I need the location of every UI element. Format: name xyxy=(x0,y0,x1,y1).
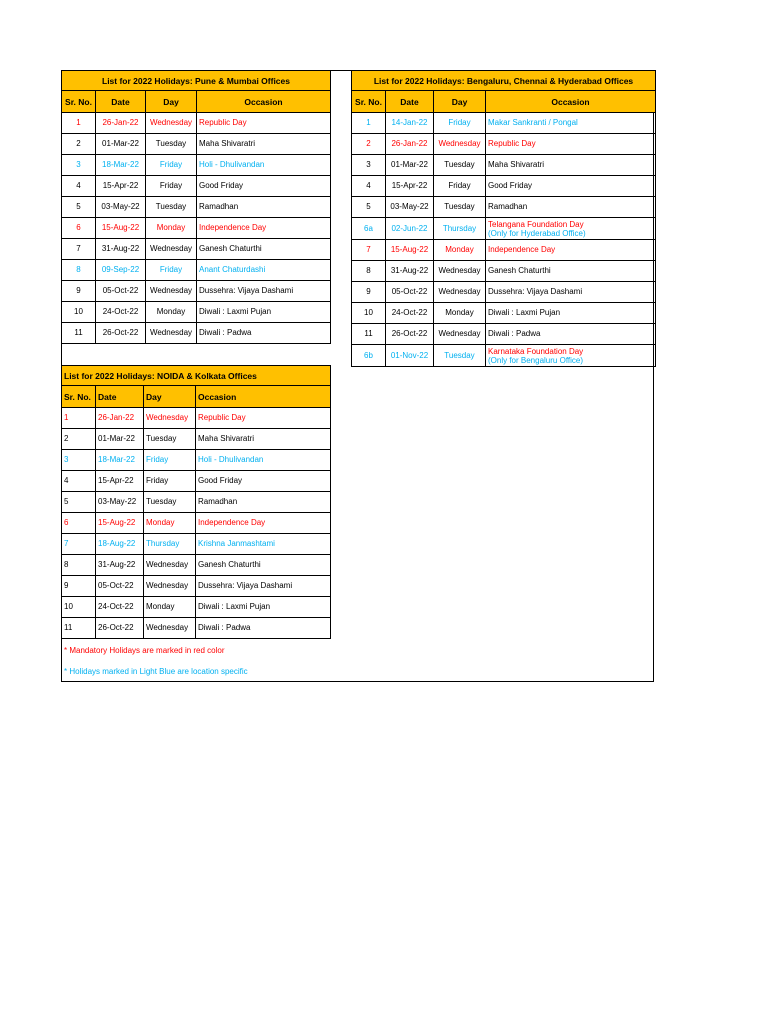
day-cell: Wednesday xyxy=(434,261,486,282)
day-cell: Monday xyxy=(146,302,197,323)
table-row xyxy=(62,576,331,597)
date-cell: 26-Jan-22 xyxy=(96,113,146,134)
sr-no-cell: 11 xyxy=(62,618,96,639)
day-cell: Tuesday xyxy=(144,492,196,513)
occasion-cell: Good Friday xyxy=(486,176,656,197)
date-cell: 01-Mar-22 xyxy=(96,134,146,155)
day-cell: Monday xyxy=(434,240,486,261)
occasion-cell: Republic Day xyxy=(197,113,331,134)
table-row xyxy=(352,113,656,134)
date-cell: 15-Apr-22 xyxy=(96,176,146,197)
location-specific-note: * Holidays marked in Light Blue are location specific xyxy=(64,667,248,676)
table-row xyxy=(62,323,331,344)
date-cell: 01-Mar-22 xyxy=(386,155,434,176)
date-cell: 14-Jan-22 xyxy=(386,113,434,134)
sr-no-cell: 1 xyxy=(352,113,386,134)
occasion-cell: Diwali : Padwa xyxy=(197,323,331,344)
occasion-cell: Ramadhan xyxy=(486,197,656,218)
bengaluru-table-title: List for 2022 Holidays: Bengaluru, Chennai & Hyderabad Offices xyxy=(352,71,656,91)
sr-no-cell: 7 xyxy=(62,239,96,260)
table-row xyxy=(62,218,331,239)
occasion-note: (Only for Bengaluru Office) xyxy=(488,355,584,365)
date-cell: 03-May-22 xyxy=(386,197,434,218)
sr-no-cell: 11 xyxy=(62,323,96,344)
occasion-cell: Maha Shivaratri xyxy=(486,155,656,176)
day-cell: Wednesday xyxy=(144,408,196,429)
sr-no-cell: 1 xyxy=(62,113,96,134)
day-cell: Tuesday xyxy=(434,155,486,176)
table-row xyxy=(352,176,656,197)
table-row xyxy=(62,450,331,471)
date-cell: 18-Mar-22 xyxy=(96,155,146,176)
day-cell: Wednesday xyxy=(144,555,196,576)
day-cell: Friday xyxy=(146,155,197,176)
occasion-cell: Holi - Dhulivandan xyxy=(197,155,331,176)
sr-no-cell: 8 xyxy=(62,260,96,281)
date-cell: 05-Oct-22 xyxy=(386,282,434,303)
day-cell: Monday xyxy=(144,513,196,534)
sr-no-cell: 2 xyxy=(62,134,96,155)
date-cell: 03-May-22 xyxy=(96,197,146,218)
occasion-cell: Makar Sankranti / Pongal xyxy=(486,113,656,134)
occasion-cell: Dussehra: Vijaya Dashami xyxy=(197,281,331,302)
occasion-cell: Diwali : Padwa xyxy=(486,324,656,345)
day-cell: Tuesday xyxy=(146,134,197,155)
table-row xyxy=(62,555,331,576)
occasion-cell: Diwali : Padwa xyxy=(196,618,331,639)
table-row xyxy=(352,218,656,240)
col-header-occasion: Occasion xyxy=(197,91,331,113)
table-row xyxy=(62,260,331,281)
date-cell: 15-Aug-22 xyxy=(386,240,434,261)
day-cell: Friday xyxy=(146,260,197,281)
col-header-date: Date xyxy=(96,91,146,113)
noida-table-title: List for 2022 Holidays: NOIDA & Kolkata Offices xyxy=(62,366,331,386)
day-cell: Monday xyxy=(146,218,197,239)
occasion-text: Karnataka Foundation Day xyxy=(488,346,584,356)
sr-no-cell: 8 xyxy=(352,261,386,282)
sr-no-cell: 10 xyxy=(62,597,96,618)
day-cell: Monday xyxy=(434,303,486,324)
table-row xyxy=(352,345,656,367)
col-header-sr-no: Sr. No. xyxy=(62,386,96,408)
sr-no-cell: 9 xyxy=(352,282,386,303)
day-cell: Tuesday xyxy=(434,197,486,218)
table-row xyxy=(352,261,656,282)
occasion-cell: Diwali : Laxmi Pujan xyxy=(486,303,656,324)
col-header-date: Date xyxy=(386,91,434,113)
day-cell: Wednesday xyxy=(144,618,196,639)
sr-no-cell: 1 xyxy=(62,408,96,429)
date-cell: 05-Oct-22 xyxy=(96,281,146,302)
day-cell: Wednesday xyxy=(434,282,486,303)
col-header-date: Date xyxy=(96,386,144,408)
table-row xyxy=(62,155,331,176)
occasion-cell: Dussehra: Vijaya Dashami xyxy=(486,282,656,303)
occasion-cell: Independence Day xyxy=(486,240,656,261)
sr-no-cell: 9 xyxy=(62,576,96,597)
date-cell: 24-Oct-22 xyxy=(386,303,434,324)
day-cell: Friday xyxy=(144,450,196,471)
day-cell: Friday xyxy=(434,113,486,134)
date-cell: 01-Nov-22 xyxy=(386,345,434,367)
sr-no-cell: 4 xyxy=(62,176,96,197)
sr-no-cell: 9 xyxy=(62,281,96,302)
occasion-cell: Ramadhan xyxy=(197,197,331,218)
table-row xyxy=(62,471,331,492)
day-cell: Friday xyxy=(144,471,196,492)
sr-no-cell: 2 xyxy=(62,429,96,450)
occasion-cell: Ganesh Chaturthi xyxy=(486,261,656,282)
col-header-day: Day xyxy=(146,91,197,113)
date-cell: 26-Jan-22 xyxy=(386,134,434,155)
date-cell: 24-Oct-22 xyxy=(96,597,144,618)
col-header-sr-no: Sr. No. xyxy=(352,91,386,113)
date-cell: 26-Oct-22 xyxy=(96,618,144,639)
day-cell: Tuesday xyxy=(146,197,197,218)
date-cell: 31-Aug-22 xyxy=(96,239,146,260)
col-header-sr-no: Sr. No. xyxy=(62,91,96,113)
table-row xyxy=(62,597,331,618)
date-cell: 02-Jun-22 xyxy=(386,218,434,240)
occasion-cell: Dussehra: Vijaya Dashami xyxy=(196,576,331,597)
col-header-day: Day xyxy=(144,386,196,408)
occasion-cell: Good Friday xyxy=(197,176,331,197)
occasion-cell: Ganesh Chaturthi xyxy=(196,555,331,576)
occasion-text: Telangana Foundation Day xyxy=(488,219,584,229)
pune-mumbai-holiday-table xyxy=(61,70,331,344)
sr-no-cell: 10 xyxy=(62,302,96,323)
sr-no-cell: 2 xyxy=(352,134,386,155)
table-row xyxy=(352,240,656,261)
table-row xyxy=(352,303,656,324)
table-row xyxy=(62,134,331,155)
table-row xyxy=(352,197,656,218)
occasion-cell: Krishna Janmashtami xyxy=(196,534,331,555)
sr-no-cell: 6 xyxy=(62,513,96,534)
sr-no-cell: 7 xyxy=(62,534,96,555)
table-row xyxy=(62,492,331,513)
occasion-cell: Diwali : Laxmi Pujan xyxy=(196,597,331,618)
table-row xyxy=(352,282,656,303)
sr-no-cell: 4 xyxy=(62,471,96,492)
day-cell: Wednesday xyxy=(144,576,196,597)
mandatory-holidays-note: * Mandatory Holidays are marked in red color xyxy=(64,646,225,655)
table-row xyxy=(62,534,331,555)
date-cell: 15-Apr-22 xyxy=(386,176,434,197)
table-row xyxy=(62,408,331,429)
noida-kolkata-holiday-table xyxy=(61,365,331,639)
pune-table-title: List for 2022 Holidays: Pune & Mumbai Offices xyxy=(62,71,331,91)
col-header-day: Day xyxy=(434,91,486,113)
occasion-cell: Ganesh Chaturthi xyxy=(197,239,331,260)
day-cell: Wednesday xyxy=(146,113,197,134)
date-cell: 31-Aug-22 xyxy=(96,555,144,576)
table-row xyxy=(62,429,331,450)
sr-no-cell: 11 xyxy=(352,324,386,345)
date-cell: 05-Oct-22 xyxy=(96,576,144,597)
day-cell: Wednesday xyxy=(146,323,197,344)
date-cell: 24-Oct-22 xyxy=(96,302,146,323)
col-header-occasion: Occasion xyxy=(196,386,331,408)
occasion-cell: Republic Day xyxy=(196,408,331,429)
table-row xyxy=(62,618,331,639)
table-row xyxy=(62,176,331,197)
table-row xyxy=(352,324,656,345)
day-cell: Wednesday xyxy=(434,134,486,155)
occasion-note: (Only for Hyderabad Office) xyxy=(488,228,586,238)
sr-no-cell: 3 xyxy=(62,450,96,471)
occasion-cell: Diwali : Laxmi Pujan xyxy=(197,302,331,323)
day-cell: Tuesday xyxy=(434,345,486,367)
table-row xyxy=(352,134,656,155)
occasion-cell: Maha Shivaratri xyxy=(197,134,331,155)
sr-no-cell: 5 xyxy=(62,197,96,218)
sr-no-cell: 6a xyxy=(352,218,386,240)
date-cell: 15-Aug-22 xyxy=(96,513,144,534)
date-cell: 26-Oct-22 xyxy=(386,324,434,345)
day-cell: Monday xyxy=(144,597,196,618)
table-row xyxy=(62,197,331,218)
sr-no-cell: 6 xyxy=(62,218,96,239)
day-cell: Wednesday xyxy=(434,324,486,345)
bengaluru-chennai-hyderabad-holiday-table xyxy=(351,70,656,367)
day-cell: Thursday xyxy=(434,218,486,240)
date-cell: 18-Mar-22 xyxy=(96,450,144,471)
day-cell: Friday xyxy=(146,176,197,197)
date-cell: 01-Mar-22 xyxy=(96,429,144,450)
sr-no-cell: 5 xyxy=(352,197,386,218)
sr-no-cell: 3 xyxy=(62,155,96,176)
occasion-cell xyxy=(486,218,656,240)
occasion-cell: Anant Chaturdashi xyxy=(197,260,331,281)
date-cell: 09-Sep-22 xyxy=(96,260,146,281)
sr-no-cell: 8 xyxy=(62,555,96,576)
day-cell: Thursday xyxy=(144,534,196,555)
sr-no-cell: 6b xyxy=(352,345,386,367)
occasion-cell: Republic Day xyxy=(486,134,656,155)
col-header-occasion: Occasion xyxy=(486,91,656,113)
date-cell: 26-Oct-22 xyxy=(96,323,146,344)
sr-no-cell: 4 xyxy=(352,176,386,197)
date-cell: 18-Aug-22 xyxy=(96,534,144,555)
table-row xyxy=(62,513,331,534)
sr-no-cell: 10 xyxy=(352,303,386,324)
date-cell: 31-Aug-22 xyxy=(386,261,434,282)
date-cell: 26-Jan-22 xyxy=(96,408,144,429)
day-cell: Friday xyxy=(434,176,486,197)
table-row xyxy=(352,155,656,176)
sr-no-cell: 7 xyxy=(352,240,386,261)
occasion-cell: Ramadhan xyxy=(196,492,331,513)
day-cell: Wednesday xyxy=(146,239,197,260)
date-cell: 15-Apr-22 xyxy=(96,471,144,492)
table-row xyxy=(62,281,331,302)
table-row xyxy=(62,239,331,260)
table-row xyxy=(62,302,331,323)
day-cell: Wednesday xyxy=(146,281,197,302)
day-cell: Tuesday xyxy=(144,429,196,450)
occasion-cell: Maha Shivaratri xyxy=(196,429,331,450)
table-row xyxy=(62,113,331,134)
occasion-cell: Independence Day xyxy=(196,513,331,534)
date-cell: 15-Aug-22 xyxy=(96,218,146,239)
date-cell: 03-May-22 xyxy=(96,492,144,513)
occasion-cell: Good Friday xyxy=(196,471,331,492)
occasion-cell xyxy=(486,345,656,367)
sr-no-cell: 5 xyxy=(62,492,96,513)
occasion-cell: Independence Day xyxy=(197,218,331,239)
occasion-cell: Holi - Dhulivandan xyxy=(196,450,331,471)
sr-no-cell: 3 xyxy=(352,155,386,176)
